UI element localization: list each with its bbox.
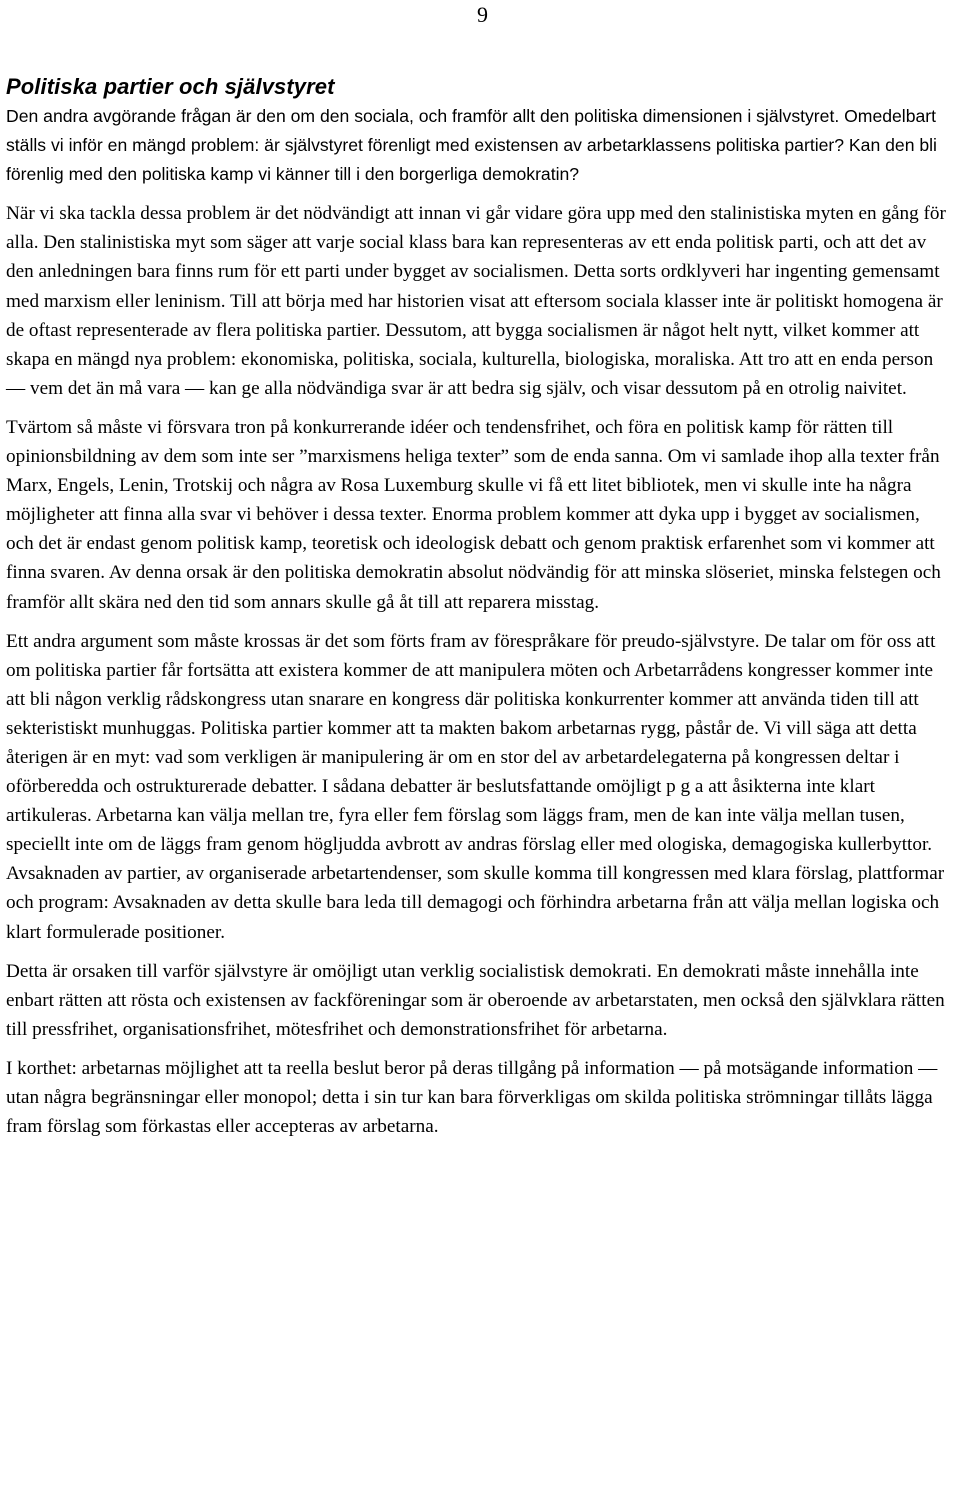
page-number: 9 [477,2,488,27]
paragraph-5: Detta är orsaken till varför självstyre är omöjligt utan verklig socialistisk demokrati. En demokrati måste innehålla inte enbart rätten att rösta och existensen av fackföreningar som är oberoende av arbetarstaten, men också den självklara rätten till pressfrihet, organisationsfrihet, mötesfrihet och demonstrationsfrihet för arbetarna. [6,960,945,1040]
paragraph-3: Tvärtom så måste vi försvara tron på konkurrerande idéer och tendensfrihet, och föra en politisk kamp för rätten till opinionsbildning av dem som inte ser ”marxismens heliga texter” som de enda sanna. Om vi samlade ihop alla texter från Marx, Engels, Lenin, Trotskij och några av Rosa Luxemburg skulle vi få ett litet bibliotek, men vi skulle inte ha några möjligheter att finna alla svar vi behöver i dessa texter. Enorma problem kommer att dyka upp i bygget av socialismen, och det är endast genom politisk kamp, teoretisk och ideologisk debatt och genom praktisk erfarenhet som vi kommer att finna svaren. Av denna orsak är den politiska demokratin absolut nödvändig för att minska slöseriet, minska felstegen och framför allt skära ned den tid som annars skulle gå åt till att reparera misstag. [6,416,941,613]
paragraph-2: När vi ska tackla dessa problem är det nödvändigt att innan vi går vidare göra upp med den stalinistiska myten en gång för alla. Den stalinistiska myt som säger att varje social klass bara kan representeras av ett enda politisk parti, och att det av den anledningen bara finns rum för ett parti under bygget av socialismen. Detta sorts ordklyveri har ingenting gemensamt med marxism eller leninism. Till att börja med har historien visat att eftersom sociala klasser inte är politiskt homogena är de oftast representerade av flera politiska partier. Dessutom, att bygga socialismen är något helt nytt, vilket kommer att skapa en mängd nya problem: ekonomiska, politiska, sociala, kulturella, biologiska, moraliska. Att tro att en enda person — vem det än må vara — kan ge alla nödvändiga svar är att bedra sig själv, och visar dessutom på en otrolig naivitet. [6,203,946,399]
paragraph-4: Ett andra argument som måste krossas är det som förts fram av förespråkare för preudo-självstyre. De talar om för oss att om politiska partier får fortsätta att existera kommer de att manipulera möten och Arbetarrådens kongresser kommer inte att bli någon verklig rådskongress utan snarare en kongress där politiska konkurrenter kommer att använda tiden till att sekteristiskt munhuggas. Politiska partier kommer att ta makten bakom arbetarnas rygg, påstår de. Vi vill säga att detta återigen är en myt: vad som verkligen är manipulering är om en stor del av arbetardelegaterna på kongressen deltar i oförberedda och ostrukturerade debatter. I sådana debatter är beslutsfattande omöjligt p g a att åsikterna inte klart artikuleras. Arbetarna kan välja mellan tre, fyra eller fem förslag som läggs fram, men de kan inte välja mellan tusen, speciellt inte om de läggs fram genom högljudda avbrott av andras förslag eller med ologiska, demagogiska kullerbyttor. Avsaknaden av partier, av organiserade arbetartendenser, som skulle komma till kongressen med klara förslag, plattformar och program: Avsaknaden av detta skulle bara leda till demagogi och förhindra arbetarna från att välja mellan logiska och klart formulerade positioner. [6,630,945,943]
paragraph-6: I korthet: arbetarnas möjlighet att ta reella beslut beror på deras tillgång på information — på motsägande information — utan några begränsningar eller monopol; detta i sin tur kan bara förverkligas om skilda politiska strömningar tillåts lägga fram förslag som förkastas eller accepteras av arbetarna. [6,1057,938,1138]
document-body [6,72,952,1141]
section-heading: Politiska partier och självstyret [6,74,335,99]
paragraph-1: Den andra avgörande frågan är den om den sociala, och framför allt den politiska dimensionen i självstyret. Omedelbart ställs vi inför en mängd problem: är självstyret förenligt med existensen av arbetarklassens politiska partier? Kan den bli förenlig med den politiska kamp vi känner till i den borgerliga demokratin? [6,106,937,185]
